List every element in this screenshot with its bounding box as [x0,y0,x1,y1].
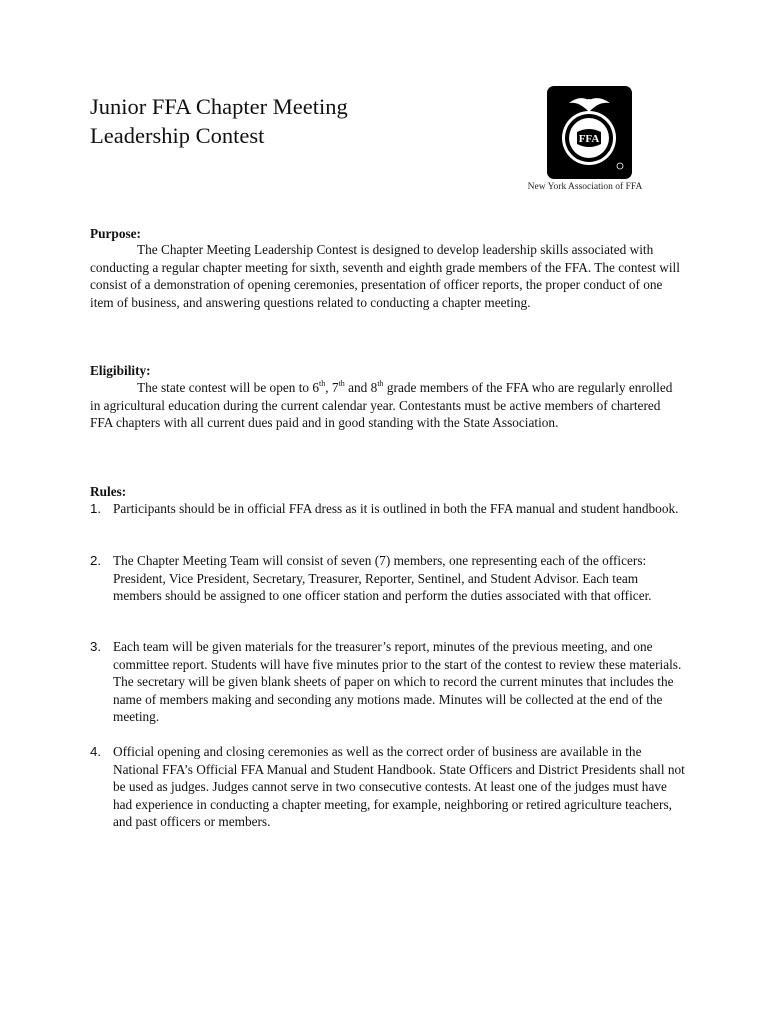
eligibility-lead: The state contest will be open to 6 [137,380,320,395]
logo-text: FFA [578,133,600,145]
eligibility-sup-2: th [338,378,345,388]
logo-caption: New York Association of FFA [527,182,643,192]
purpose-heading: Purpose: [90,226,141,241]
rule-item [90,638,686,726]
rule-text: Participants should be in official FFA dress as it is outlined in both the FFA manual and student handbook. [113,501,679,516]
title-line-2: Leadership Contest [90,123,265,148]
eligibility-rest: grade members of the FFA who are regularly enrolled in agricultural education during the current calendar year. Contestants must be active members of chartered FFA chapters with all current dues paid and in good standing with the State Association. [90,380,673,430]
ffa-emblem-icon [547,86,632,179]
purpose-paragraph [90,241,686,311]
rule-item [90,500,686,518]
rule-number: 4. [90,744,102,759]
eligibility-heading: Eligibility: [90,363,151,378]
ffa-emblem-logo [547,86,632,179]
document-title [90,92,348,150]
rule-number: 1. [90,501,102,516]
purpose-text: The Chapter Meeting Leadership Contest is designed to develop leadership skills associated with conducting a regular chapter meeting for sixth, seventh and eighth grade members of the FFA. The contest will consist of a demonstration of opening ceremonies, presentation of officer reports, the proper conduct of one item of business, and answering questions related to conducting a chapter meeting. [90,242,680,310]
rule-number: 3. [90,639,102,654]
rule-text: Official opening and closing ceremonies as well as the correct order of business are available in the National FFA’s Official FFA Manual and Student Handbook. State Officers and District Presidents shall not be used as judges. Judges cannot serve in two consecutive contests. At least one of the judges must have had experience in conducting a chapter meeting, for example, neighboring or retired agriculture teachers, and past officers or members. [113,744,685,829]
eligibility-sup-1: th [319,378,326,388]
rule-item [90,743,686,831]
rule-item [90,552,686,605]
rule-text: Each team will be given materials for the treasurer’s report, minutes of the previous meeting, and one committee report. Students will have five minutes prior to the start of the contest to review these materials. The secretary will be given blank sheets of paper on which to record the current minutes that includes the name of members making and seconding any motions made. Minutes will be collected at the end of the meeting. [113,639,682,724]
title-line-1: Junior FFA Chapter Meeting [90,94,348,119]
eligibility-sup-3: th [377,378,384,388]
eligibility-paragraph [90,379,686,432]
rule-number: 2. [90,553,102,568]
eligibility-mid-2: and 8 [344,380,378,395]
eligibility-mid-1: , 7 [325,380,339,395]
rules-heading: Rules: [90,484,127,499]
rule-text: The Chapter Meeting Team will consist of seven (7) members, one representing each of the officers: President, Vice President, Secretary, Treasurer, Reporter, Sentinel, and Student Advisor. Each team members should be assigned to one officer station and perform the duties associated with that officer. [113,553,652,603]
